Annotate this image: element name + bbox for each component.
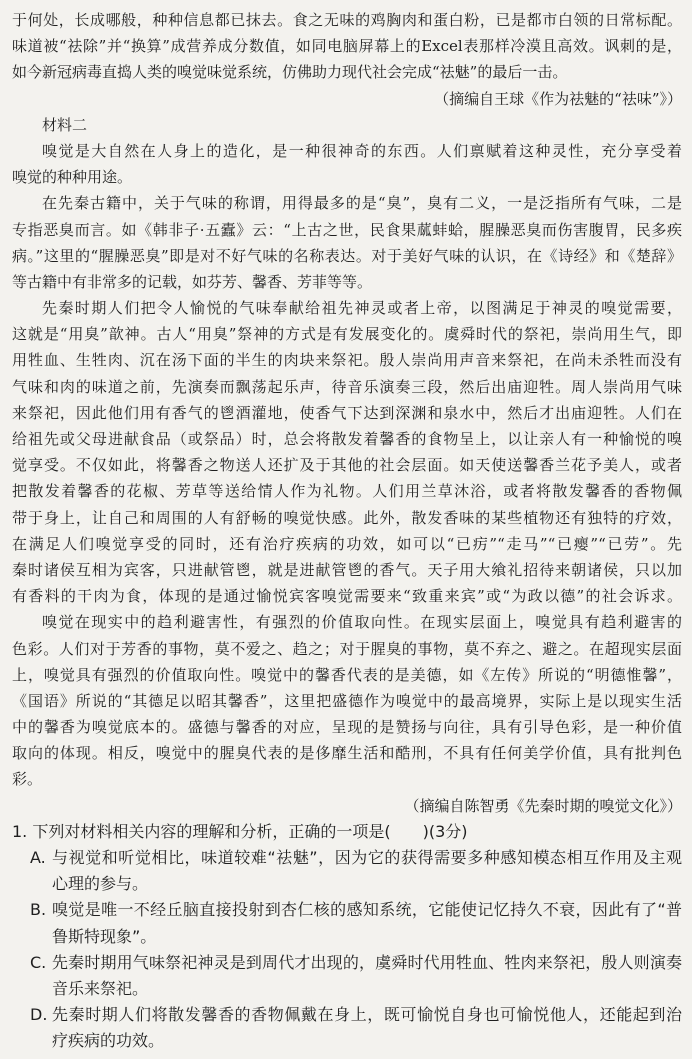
paragraph-line: 于何处，长成哪般，种种信息都已抹去。食之无味的鸡胸肉和蛋白粉，已是都市白领的日常标配。 — [12, 11, 682, 29]
paragraph-line: 如今新冠病毒直捣人类的嗅觉味觉系统，仿佛助力现代社会完成“祛魅”的最后一击。 — [12, 63, 568, 82]
source-attribution: （摘编自王球《作为祛魅的“祛味”》） — [434, 89, 682, 108]
option-label: B. — [30, 900, 47, 920]
option-d — [12, 1002, 682, 1054]
paragraph-line: 给祖先或父母进献食品（或祭品）时，总会将散发着馨香的食物呈上，以让亲人有一种愉悦的嗅 — [12, 430, 682, 448]
paragraph-line: 病。”这里的“腥臊恶臭”即是对不好气味的名称表达。对于美好气味的认识，在《诗经》和《楚辞》 — [12, 246, 682, 265]
option-b — [12, 897, 682, 949]
option-first-line — [12, 897, 682, 923]
question-block — [12, 819, 682, 1055]
option-text-line: 心理的参与。 — [52, 874, 149, 894]
paragraph-line: 用牲血、生牲肉、沉在汤下面的半生的肉块来祭祀。殷人崇尚用声音来祭祀，在尚未杀牲而没有 — [12, 351, 682, 370]
option-first-line — [12, 1002, 682, 1028]
paragraph — [12, 609, 682, 792]
option-text-line: 先秦时期人们将散发馨香的香物佩戴在身上，既可愉悦自身也可愉悦他人，还能起到治 — [52, 1005, 682, 1025]
option-label: A. — [30, 848, 46, 867]
paragraph-line: 嗅觉是大自然在人身上的造化，是一种很神奇的东西。人们禀赋着这种灵性，充分享受着 — [42, 141, 682, 160]
paragraph-line: 来祭祀，因此他们用有香气的鬯酒灌地，使香气下达到深渊和泉水中，然后才出庙迎牲。人们在 — [12, 403, 682, 422]
paragraph-line: 把散发着馨香的花椒、芳草等送给情人作为礼物。人们用兰草沐浴，或者将散发馨香的香物佩 — [12, 482, 682, 501]
option-text-line: 疗疾病的功效。 — [52, 1031, 165, 1051]
paragraph-line: 色彩。人们对于芳香的事物，莫不爱之、趋之；对于腥臭的事物，莫不弃之、避之。在超现实层面 — [12, 639, 682, 658]
paragraph-line: 这就是“用臭”歆神。古人“用臭”祭神的方式是有发展变化的。虞舜时代的祭祀，崇尚用生气，即 — [12, 325, 682, 344]
paragraph-line: 中的馨香为嗅觉底本的。盛德与馨香的对应，呈现的是赞扬与向往，具有引导色彩，是一种价值 — [12, 718, 682, 737]
paragraph-line: 味道被“祛除”并“换算”成营养成分数值，如同电脑屏幕上的Excel表那样冷漠且高效。讽刺的是， — [12, 37, 682, 56]
paragraph-line: 在先秦古籍中，关于气味的称谓，用得最多的是“臭”，臭有二义，一是泛指所有气味，二是 — [42, 194, 682, 213]
option-label: D. — [30, 1005, 48, 1025]
option-label: C. — [30, 952, 47, 972]
paragraph-line: 有香料的干肉为食，体现的是通过愉悦宾客嗅觉需要来“致重来宾”或“为政以德”的社会诉求。 — [12, 587, 682, 606]
paragraph-line: 先秦时期人们把令人愉悦的气味奉献给祖先神灵或者上帝，以图满足于神灵的嗅觉需要， — [42, 299, 682, 318]
paragraph-line: 等古籍中有非常多的记载，如芬芳、馨香、芳菲等等。 — [12, 272, 373, 291]
section-heading: 材料二 — [42, 115, 88, 134]
option-c — [12, 950, 682, 1002]
option-text-line: 与视觉和听觉相比，味道较难“祛魅”，因为它的获得需要多种感知模态相互作用及主观 — [52, 848, 682, 867]
option-text-line: 音乐来祭祀。 — [52, 978, 149, 998]
paragraph-line: 专指恶臭而言。如《韩非子·五蠹》云：“上古之世，民食果蓏蚌蛤，腥臊恶臭而伤害腹胃，民多疾 — [12, 220, 682, 239]
paragraph — [12, 138, 682, 190]
source-attribution: （摘编自陈智勇《先秦时期的嗅觉文化》） — [404, 796, 682, 815]
paragraph-line: 嗅觉的种种用途。 — [12, 168, 133, 187]
paragraph-line: 带于身上，让自己和周围的人有舒畅的嗅觉快感。此外，散发香味的某些植物还有独特的疗效， — [12, 508, 682, 527]
paragraph-line: 秦时诸侯互相为宾客，只进献管鬯，就是进献管鬯的香气。天子用大飨礼招待来朝诸侯，只以加 — [12, 560, 682, 579]
option-a — [12, 845, 682, 897]
question-stem: 1. 下列对材料相关内容的理解和分析，正确的一项是( )(3分) — [12, 821, 468, 841]
option-text-line: 先秦时期用气味祭祀神灵是到周代才出现的，虞舜时代用牲血、牲肉来祭祀，殷人则演奏 — [52, 952, 682, 972]
paragraph-line: 嗅觉在现实中的趋利避害性，有强烈的价值取向性。在现实层面上，嗅觉具有趋利避害的 — [42, 613, 682, 632]
option-first-line — [12, 845, 682, 871]
paragraph-line: 《国语》所说的“其德足以昭其馨香”，这里把盛德作为嗅觉中的最高境界，实际上是以现实生活 — [12, 691, 682, 710]
paragraph — [12, 295, 682, 609]
option-text-line: 嗅觉是唯一不经丘脑直接投射到杏仁核的感知系统，它能使记忆持久不衰，因此有了“普 — [52, 900, 682, 920]
paragraph-line: 取向的体现。相反，嗅觉中的腥臭代表的是侈靡生活和酷刑，不具有任何美学价值，具有批判色 — [12, 744, 682, 763]
paragraph-line: 上，嗅觉具有强烈的价值取向性。嗅觉中的馨香代表的是美德，如《左传》所说的“明德惟馨”， — [12, 665, 682, 684]
paragraph-line: 觉享受。不仅如此，将馨香之物送人还扩及于其他的社会层面。如天使送馨香兰花予美人，或者 — [12, 456, 682, 475]
material-two-passage — [12, 112, 682, 819]
material-one-passage — [12, 7, 682, 112]
paragraph — [12, 190, 682, 295]
paragraph-line: 气味和肉的味道之前，先演奏而飘荡起乐声，待音乐演奏三段，然后出庙迎牲。周人崇尚用气味 — [12, 377, 682, 396]
paragraph-line: 在满足人们嗅觉享受的同时，还有治疗疾病的功效，如可以“已疠”“走马”“已瘿”“已劳”。先 — [12, 534, 682, 553]
option-text-line: 鲁斯特现象”。 — [52, 926, 157, 946]
paragraph-line: 彩。 — [12, 770, 43, 789]
option-first-line — [12, 950, 682, 976]
